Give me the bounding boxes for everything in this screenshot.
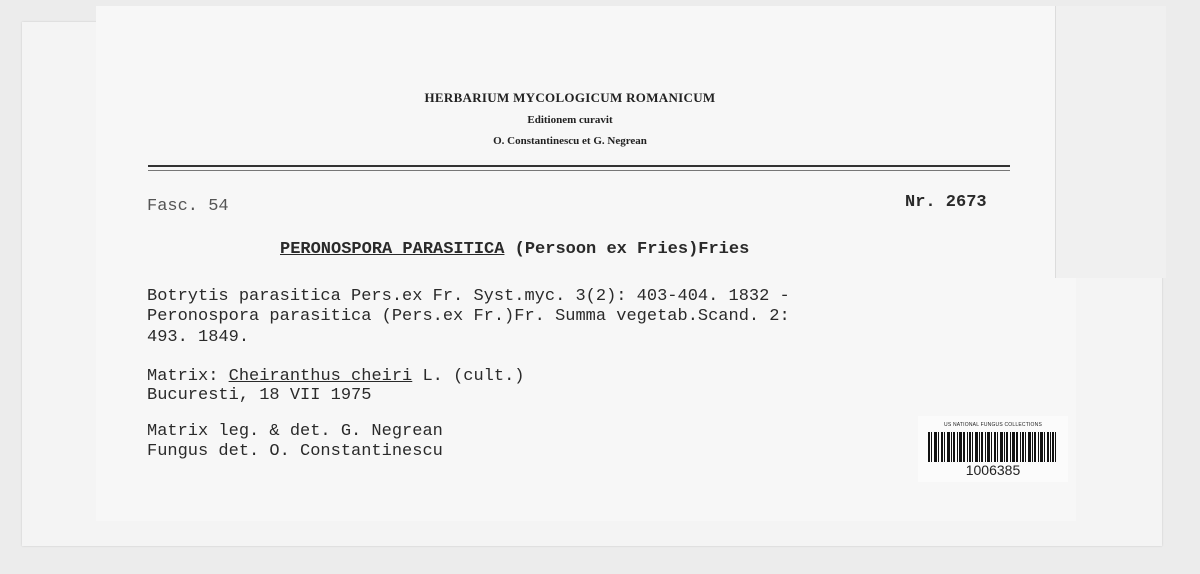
matrix-host: Cheiranthus cheiri [228, 367, 413, 386]
determiner-line: Fungus det. O. Constantinescu [147, 442, 443, 461]
specimen-number: Nr. 2673 [905, 193, 987, 212]
label-fold [1055, 6, 1166, 278]
species-name: PERONOSPORA PARASITICA [280, 240, 505, 259]
header-rule [148, 165, 1010, 167]
matrix-line [147, 367, 525, 386]
synonymy-line: Botrytis parasitica Pers.ex Fr. Syst.myc. 3(2): 403-404. 1832 - [147, 287, 790, 306]
herbarium-editors: O. Constantinescu et G. Negrean [493, 135, 647, 147]
header-rule-thin [148, 170, 1010, 171]
species-author: (Persoon ex Fries)Fries [514, 240, 750, 259]
barcode-number: 1006385 [965, 462, 1021, 478]
matrix-prefix: Matrix: [147, 367, 219, 386]
synonymy-line: 493. 1849. [147, 328, 250, 347]
label-header [140, 90, 1000, 147]
herbarium-title: HERBARIUM MYCOLOGICUM ROMANICUM [424, 90, 716, 105]
herbarium-subtitle: Editionem curavit [527, 114, 613, 126]
collector-line: Matrix leg. & det. G. Negrean [147, 422, 443, 441]
barcode-icon [928, 432, 1056, 462]
barcode-label [918, 416, 1068, 482]
synonymy-line: Peronospora parasitica (Pers.ex Fr.)Fr. Summa vegetab.Scand. 2: [147, 307, 790, 326]
matrix-suffix: L. (cult.) [422, 367, 525, 386]
locality-date: Bucuresti, 18 VII 1975 [147, 386, 372, 405]
fascicle-number: Fasc. 54 [147, 197, 229, 216]
barcode-title: US NATIONAL FUNGUS COLLECTIONS [944, 422, 1042, 428]
species-line [280, 240, 749, 259]
